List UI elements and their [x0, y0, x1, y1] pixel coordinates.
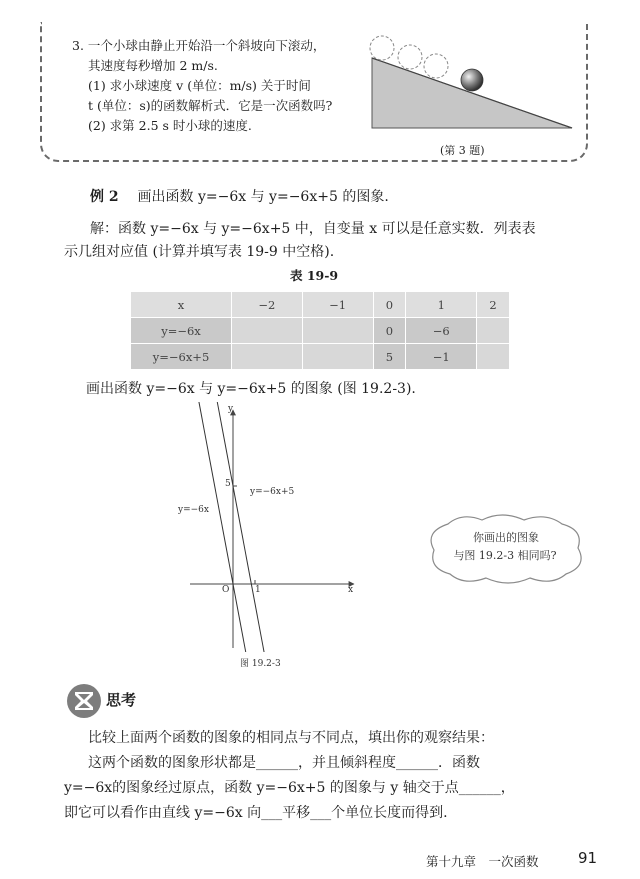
tick-y-label: 5	[225, 479, 231, 489]
solution-line-2: 示几组对应值 (计算并填写表 19-9 中空格).	[64, 244, 335, 260]
table-cell: −1	[302, 292, 373, 318]
table-row	[131, 292, 510, 318]
table-title: 表 19-9	[290, 268, 339, 283]
bubble-line-1: 你画出的图象	[473, 531, 539, 544]
thinking-icon	[66, 683, 102, 719]
exercise-line-1: 3. 一个小球由静止开始沿一个斜坡向下滚动，	[72, 38, 326, 53]
think-paragraph-3: y=−6x的图象经过原点，函数 y=−6x+5 的图象与 y 轴交于点______，	[64, 780, 515, 796]
think-paragraph-2: 这两个函数的图象形状都是______，并且倾斜程度______．函数	[88, 755, 480, 771]
table-cell	[302, 318, 373, 344]
bubble-line-2: 与图 19.2-3 相同吗?	[453, 549, 557, 562]
table-row	[131, 344, 510, 370]
table-cell: y=−6x+5	[131, 344, 232, 370]
exercise-line-3: (1) 求小球速度 v (单位：m/s) 关于时间	[88, 78, 311, 93]
table-cell	[232, 344, 303, 370]
line-label-y-neg6x: y=−6x	[178, 505, 209, 515]
table-cell: 0	[373, 292, 406, 318]
after-table-text: 画出函数 y=−6x 与 y=−6x+5 的图象 (图 19.2-3).	[86, 381, 416, 397]
ball-on-slope-illustration	[360, 30, 580, 140]
table-cell: 5	[373, 344, 406, 370]
table-cell: 0	[373, 318, 406, 344]
table-cell: −6	[406, 318, 477, 344]
example-title: 画出函数 y=−6x 与 y=−6x+5 的图象.	[137, 189, 389, 205]
table-cell: 1	[406, 292, 477, 318]
table-cell	[477, 318, 510, 344]
table-cell: 2	[477, 292, 510, 318]
value-table	[130, 291, 510, 370]
think-title: 思考	[106, 691, 137, 709]
solution-line-1: 解：函数 y=−6x 与 y=−6x+5 中，自变量 x 可以是任意实数．列表表	[90, 221, 536, 237]
table-cell: −1	[406, 344, 477, 370]
table-cell	[232, 318, 303, 344]
line-y-neg6x-plus5	[211, 402, 277, 652]
y-axis-label: y	[228, 404, 234, 414]
x-axis-label: x	[348, 585, 354, 595]
exercise-line-5: (2) 求第 2.5 s 时小球的速度.	[88, 118, 252, 133]
think-paragraph-1: 比较上面两个函数的图象的相同点与不同点，填出你的观察结果：	[88, 730, 494, 746]
exercise-line-4: t (单位：s)的函数解析式．它是一次函数吗?	[88, 98, 333, 113]
table-cell	[477, 344, 510, 370]
figure-caption: 图 19.2-3	[240, 659, 281, 669]
line-y-neg6x	[193, 402, 259, 652]
chapter-title: 第十九章 一次函数	[426, 854, 539, 869]
line-label-y-neg6x-plus5: y=−6x+5	[250, 487, 295, 497]
example-heading	[90, 186, 389, 208]
table-cell	[302, 344, 373, 370]
think-paragraph-4: 即它可以看作由直线 y=−6x 向___平移___个单位长度而得到.	[64, 805, 448, 821]
exercise-line-2: 其速度每秒增加 2 m/s.	[88, 58, 218, 73]
table-row	[131, 318, 510, 344]
tick-x-label: 1	[255, 585, 261, 595]
table-cell: x	[131, 292, 232, 318]
example-label: 例 2	[90, 189, 119, 205]
page-number: 91	[578, 849, 598, 867]
table-cell: −2	[232, 292, 303, 318]
function-graph	[170, 402, 370, 652]
table-cell: y=−6x	[131, 318, 232, 344]
origin-label: O	[222, 585, 230, 595]
exercise-caption: (第 3 题)	[440, 144, 485, 157]
